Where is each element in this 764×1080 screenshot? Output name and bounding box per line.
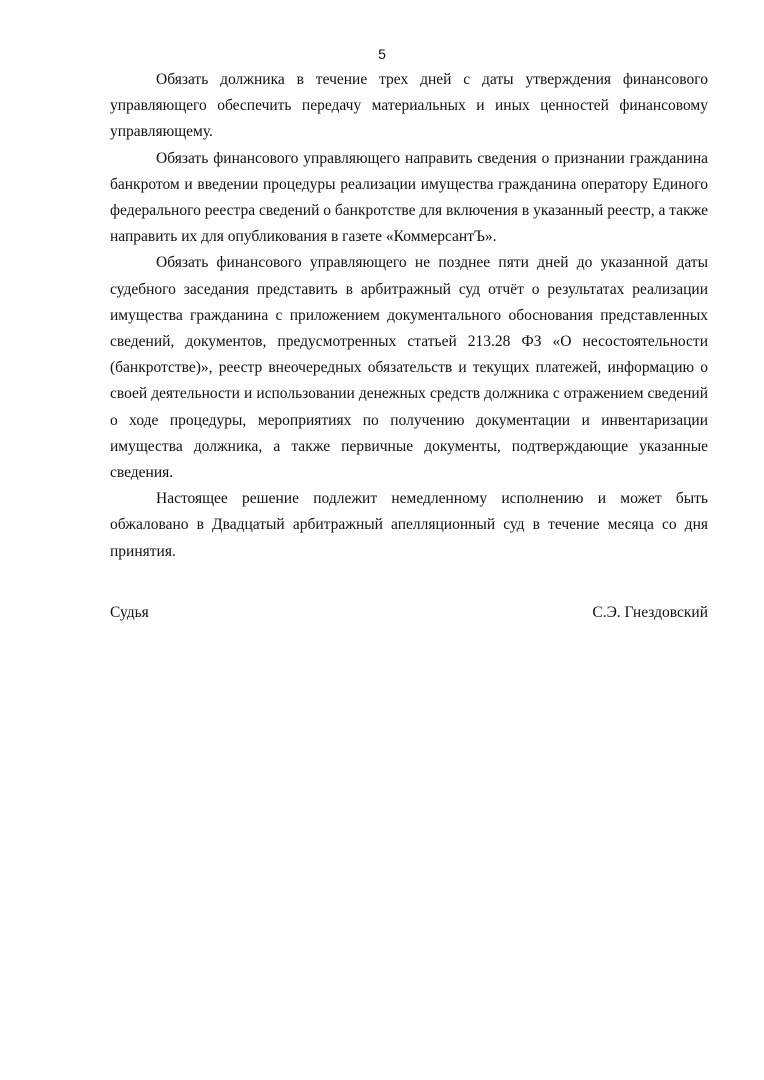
- signature-role: Судья: [110, 604, 149, 621]
- signature-block: [110, 600, 708, 626]
- document-body: [110, 67, 708, 565]
- page-number: 5: [378, 46, 386, 62]
- signature-name: С.Э. Гнездовский: [592, 604, 708, 621]
- paragraph-transfer-valuables: Обязать должника в течение трех дней с даты утверждения финансового управляющего обеспечить передачу материальных и иных ценностей финансовому управляющему.: [110, 71, 708, 141]
- paragraph-report-obligation: Обязать финансового управляющего не позднее пяти дней до указанной даты судебного заседания представить в арбитражный суд отчёт о результатах реализации имущества гражданина с приложением документального обоснования представленных сведений, документов, предусмотренных статьей 213.28 ФЗ «О несостоятельности (банкротстве)», реестр внеочередных обязательств и текущих платежей, информацию о своей деятельности и использовании денежных средств должника с отражением сведений о ходе процедуры, мероприятиях по получению документации и инвентаризации имущества должника, а также первичные документы, подтверждающие указанные сведения.: [110, 254, 708, 482]
- paragraph-publish-information: Обязать финансового управляющего направить сведения о признании гражданина банкротом и введении процедуры реализации имущества гражданина оператору Единого федерального реестра сведений о банкротстве для включения в указанный реестр, а также направить их для опубликования в газете «КоммерсантЪ».: [110, 149, 708, 246]
- paragraph-appeal-procedure: Настоящее решение подлежит немедленному исполнению и может быть обжаловано в Двадцатый арбитражный апелляционный суд в течение месяца со дня принятия.: [110, 490, 708, 560]
